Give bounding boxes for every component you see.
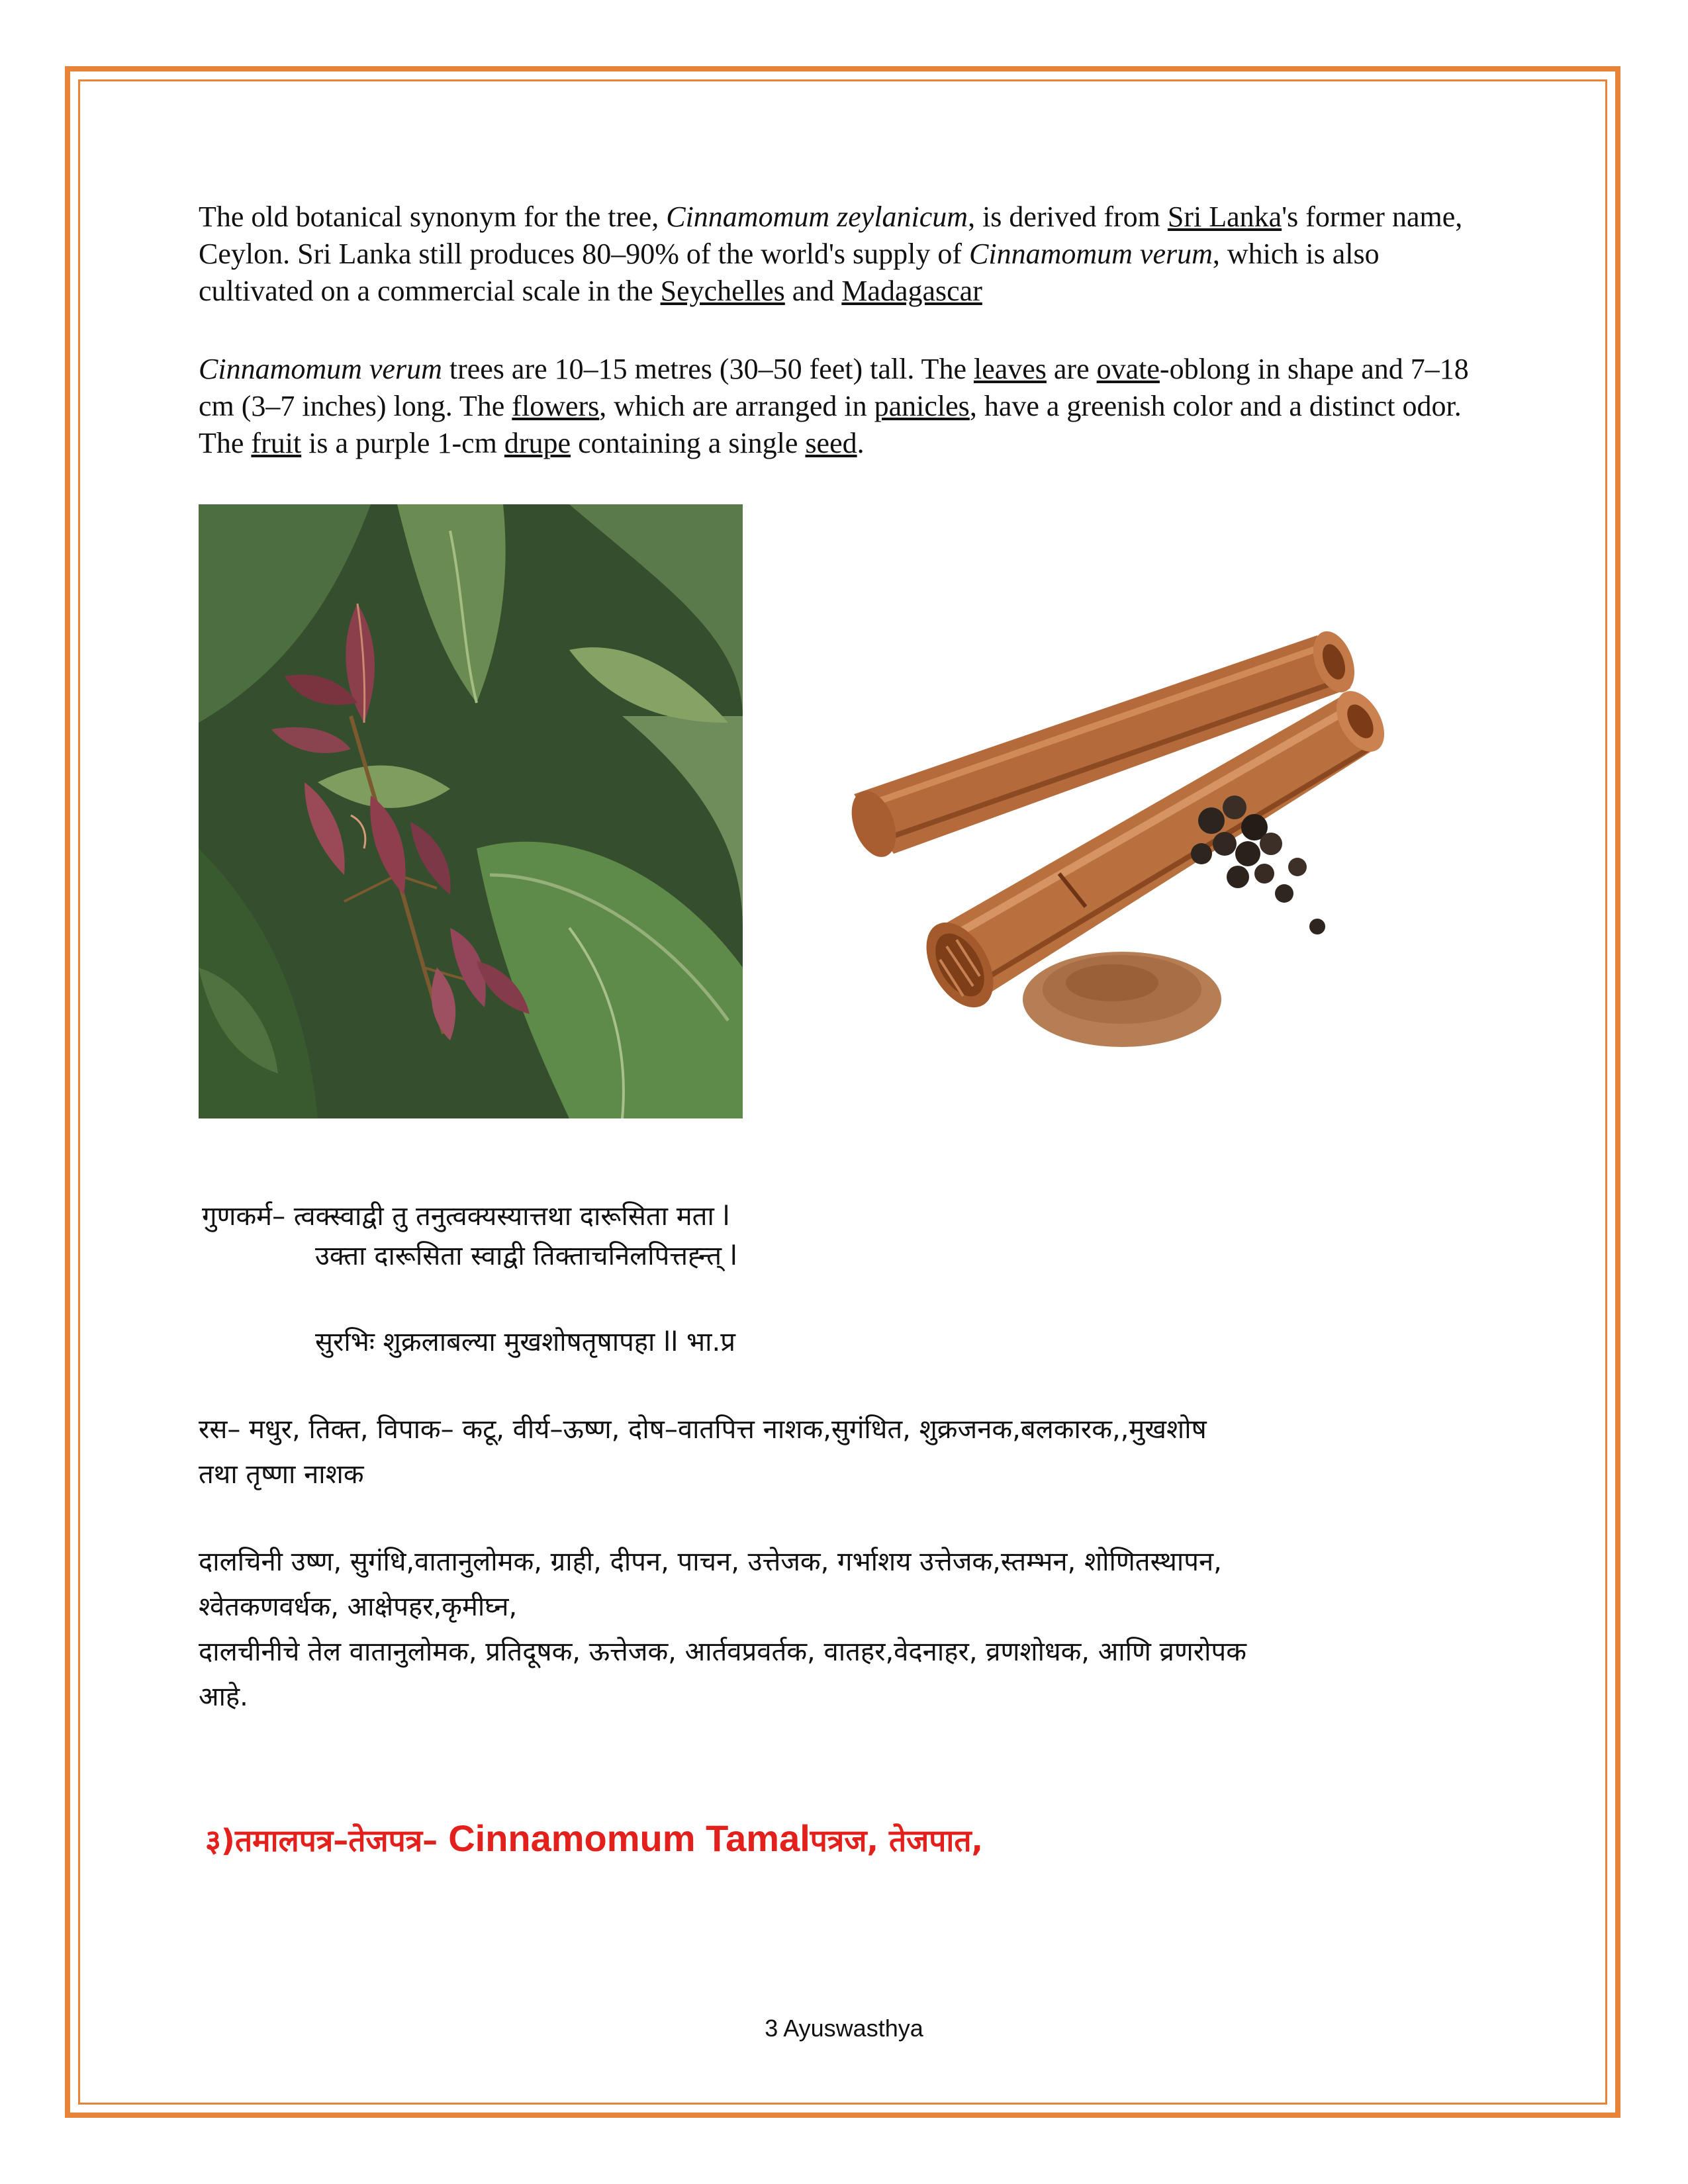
paragraph-description: [199, 351, 1489, 462]
cinnamon-leaves-photo: [199, 504, 743, 1118]
verse-line-2: उक्ता दारूसिता स्वाद्वी तिक्ताचनिलपित्तह्न्त् l: [315, 1241, 737, 1271]
text-run: trees are 10–15 metres (30–50 feet) tall. The: [442, 353, 974, 385]
text-run: , have a greenish color and a distinct odor. The: [199, 390, 1462, 459]
link-flowers[interactable]: flowers: [512, 390, 600, 422]
actions-line-2: श्वेतकणवर्धक, आक्षेपहर,कृमीघ्न,: [199, 1592, 518, 1622]
heading-latin-name: Cinnamomum Tamal: [448, 1817, 810, 1859]
heading-prefix: ३)तमालपत्र–तेजपत्र–: [205, 1823, 449, 1858]
actions-line-1: दालचिनी उष्ण, सुगंधि,वातानुलोमक, ग्राही, दीपन, पाचन, उत्तेजक, गर्भाशय उत्तेजक,स्तम्भन, शोणितस्थापन,: [199, 1547, 1222, 1577]
text-run: containing a single: [571, 427, 806, 459]
link-fruit[interactable]: fruit: [251, 427, 302, 459]
paragraph-synonym: [199, 199, 1489, 310]
text-run: , which are arranged in: [599, 390, 874, 422]
link-madagascar[interactable]: Madagascar: [841, 275, 982, 307]
species-name: Cinnamomum verum: [969, 238, 1213, 270]
text-run: , is derived from: [968, 201, 1168, 233]
text-run: is a purple 1-cm: [301, 427, 504, 459]
section-heading-tamalpatra: [205, 1817, 983, 1860]
link-seed[interactable]: seed: [805, 427, 857, 459]
text-run: -oblong in shape and 7–18 cm (3–7 inches) long. The: [199, 353, 1469, 422]
link-panicles[interactable]: panicles: [874, 390, 970, 422]
properties-line-1: रस– मधुर, तिक्त, विपाक– कटू, वीर्य–ऊष्ण, दोष–वातपित्त नाशक,सुगंधित, शुक्रजनक,बलकारक,,मुखशोष: [199, 1414, 1207, 1445]
species-name: Cinnamomum verum: [199, 353, 442, 385]
actions-line-3: दालचीनीचे तेल वातानुलोमक, प्रतिदूषक, ऊत्तेजक, आर्तवप्रवर्तक, वातहर,वेदनाहर, व्रणशोधक, आणि व्रणरोपक: [199, 1637, 1246, 1667]
text-run: .: [857, 427, 865, 459]
actions-line-4: आहे.: [199, 1682, 248, 1712]
text-run: are: [1046, 353, 1097, 385]
link-sri-lanka[interactable]: Sri Lanka: [1167, 201, 1282, 233]
properties-line-2: तथा तृष्णा नाशक: [199, 1459, 364, 1490]
text-run: 's former name, Ceylon. Sri Lanka still produces 80–90% of the world's supply of: [199, 201, 1463, 270]
page-footer: 3 Ayuswasthya: [765, 2015, 923, 2042]
species-name: Cinnamomum zeylanicum: [666, 201, 968, 233]
text-run: The old botanical synonym for the tree,: [199, 201, 667, 233]
verse-line-3: सुरभिः शुक्रलाबल्या मुखशोषतृषापहा ll भा.प्र: [315, 1327, 736, 1357]
text-run: and: [784, 275, 842, 307]
cinnamon-sticks-photo: [841, 615, 1403, 1092]
text-run: , which is also cultivated on a commercial scale in the: [199, 238, 1380, 307]
link-drupe[interactable]: drupe: [504, 427, 571, 459]
link-ovate[interactable]: ovate: [1096, 353, 1160, 385]
heading-suffix: पत्रज, तेजपात,: [810, 1823, 984, 1858]
link-leaves[interactable]: leaves: [973, 353, 1047, 385]
verse-line-1: गुणकर्म– त्वक्स्वाद्वी तु तनुत्वक्यस्यात्तथा दारूसिता मता l: [202, 1201, 730, 1232]
link-seychelles[interactable]: Seychelles: [660, 275, 785, 307]
